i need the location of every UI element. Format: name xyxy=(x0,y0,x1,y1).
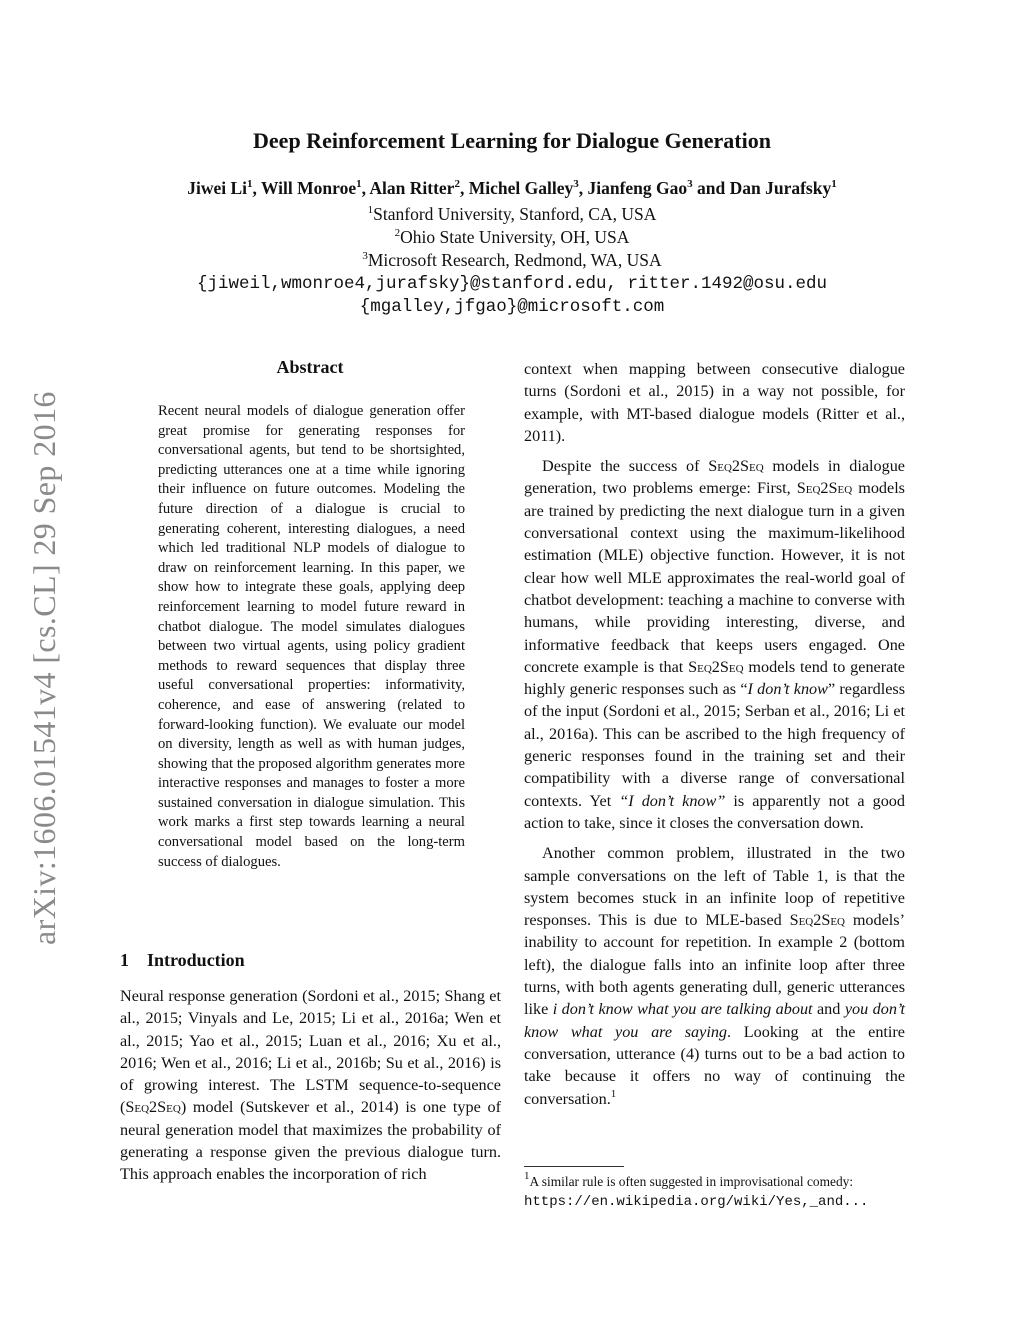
footnote: $^1$A similar rule is often suggested in improvisational comedy: https://en.wikipedia.org/wiki/Yes,_and... xyxy=(524,1170,869,1210)
affiliation: $^2$Ohio State University, OH, USA xyxy=(394,227,630,247)
author-list: Jiwei Li$^1$, Will Monroe$^1$, Alan Ritter$^2$, Michel Galley$^3$, Jianfeng Gao$^3$ and Dan Jurafsky$^1$ xyxy=(187,178,837,198)
author: Dan Jurafsky$^1$ xyxy=(729,178,837,198)
paragraph: context when mapping between consecutive dialogue turns (Sordoni et al., 2015) in a way not possible, for example, with MT-based dialogue models (Ritter et al., 2011). xyxy=(524,360,905,445)
affiliation: $^3$Microsoft Research, Redmond, WA, USA xyxy=(362,250,662,270)
paragraph: Another common problem, illustrated in the two sample conversations on the left of Table 1, is that the system becomes stuck in an infinite loop of repetitive responses. This is due to MLE-based Seq2Seq models’ inability to account for repetition. In example 2 (bottom left), the dialogue falls into an infinite loop after three turns, with both agents generating dull, generic utterances like i don’t know what you are talking about and you don’t know what you are saying. Looking at the entire conversation, utterance (4) turns out to be a bad action to take because it offers no way of continuing the conversation.$^1$ xyxy=(524,844,906,1108)
author: Michel Galley$^3$ xyxy=(468,178,579,198)
author: Alan Ritter$^2$ xyxy=(369,178,460,198)
abstract-text: Recent neural models of dialogue generation offer great promise for generating responses for conversational agents, but tend to be shortsighted, predicting utterances one at a time while ignoring their influence on future outcomes. Modeling the future direction of a dialogue is crucial to generating coherent, interesting dialogues, a need which led traditional NLP models of dialogue to draw on reinforcement learning. In this paper, we show how to integrate these goals, applying deep reinforcement learning to model future reward in chatbot dialogue. The model simulates dialogues between two virtual agents, using policy gradient methods to reward sequences that display three useful conversational properties: informativity, coherence, and ease of answering (related to forward-looking function). We evaluate our model on diversity, length as well as with human judges, showing that the proposed algorithm generates more interactive responses and manages to foster a more sustained conversation in dialogue simulation. This work marks a first step towards learning a neural conversational model based on the long-term success of dialogues. xyxy=(158,403,465,870)
intro-left-column xyxy=(120,985,501,1186)
footnote-url[interactable]: https://en.wikipedia.org/wiki/Yes,_and... xyxy=(524,1194,869,1210)
paragraph: Neural response generation (Sordoni et al., 2015; Shang et al., 2015; Vinyals and Le, 2015; Li et al., 2016a; Wen et al., 2015; Yao et al., 2015; Luan et al., 2016; Xu et al., 2016; Wen et al., 2016; Li et al., 2016b; Su et al., 2016) is of growing interest. The LSTM sequence-to-sequence (Seq2Seq) model (Sutskever et al., 2014) is one type of neural generation model that maximizes the probability of generating a response given the previous dialogue turn. This approach enables the incorporation of rich xyxy=(120,987,501,1184)
footnote-rule xyxy=(524,1166,624,1167)
abstract-heading: Abstract xyxy=(276,357,344,377)
author: Jianfeng Gao$^3$ xyxy=(587,178,693,198)
footnote-mark: 1 xyxy=(610,1087,617,1100)
section-heading: 1 Introduction xyxy=(120,950,245,970)
paragraph: Despite the success of Seq2Seq models in dialogue generation, two problems emerge: First, Seq2Seq models are trained by predicting the next dialogue turn in a given conversational context using the maximum-likelihood estimation (MLE) objective function. However, it is not clear how well MLE approximates the real-world goal of chatbot development: teaching a machine to converse with humans, while providing interesting, diverse, and informative feedback that keeps users engaged. One concrete example is that Seq2Seq models tend to generate highly generic responses such as “I don’t know” regardless of the input (Sordoni et al., 2015; Serban et al., 2016; Li et al., 2016a). This can be ascribed to the high frequency of generic responses found in the training set and their compatibility with a diverse range of conversational contexts. Yet “I don’t know” is apparently not a good action to take, since it closes the conversation down. xyxy=(524,457,906,832)
author: Will Monroe$^1$ xyxy=(260,178,362,198)
author: Jiwei Li$^1$ xyxy=(187,178,253,198)
paper-title: Deep Reinforcement Learning for Dialogue Generation xyxy=(253,128,771,153)
email-line: {jiweil,wmonroe4,jurafsky}@stanford.edu, ritter.1492@osu.edu xyxy=(196,274,828,294)
intro-right-column xyxy=(524,358,905,1110)
email-line: {mgalley,jfgao}@microsoft.com xyxy=(359,297,665,317)
arxiv-stamp: arXiv:1606.01541v4 [cs.CL] 29 Sep 2016 xyxy=(26,391,62,945)
affiliation: $^1$Stanford University, Stanford, CA, USA xyxy=(367,204,657,224)
